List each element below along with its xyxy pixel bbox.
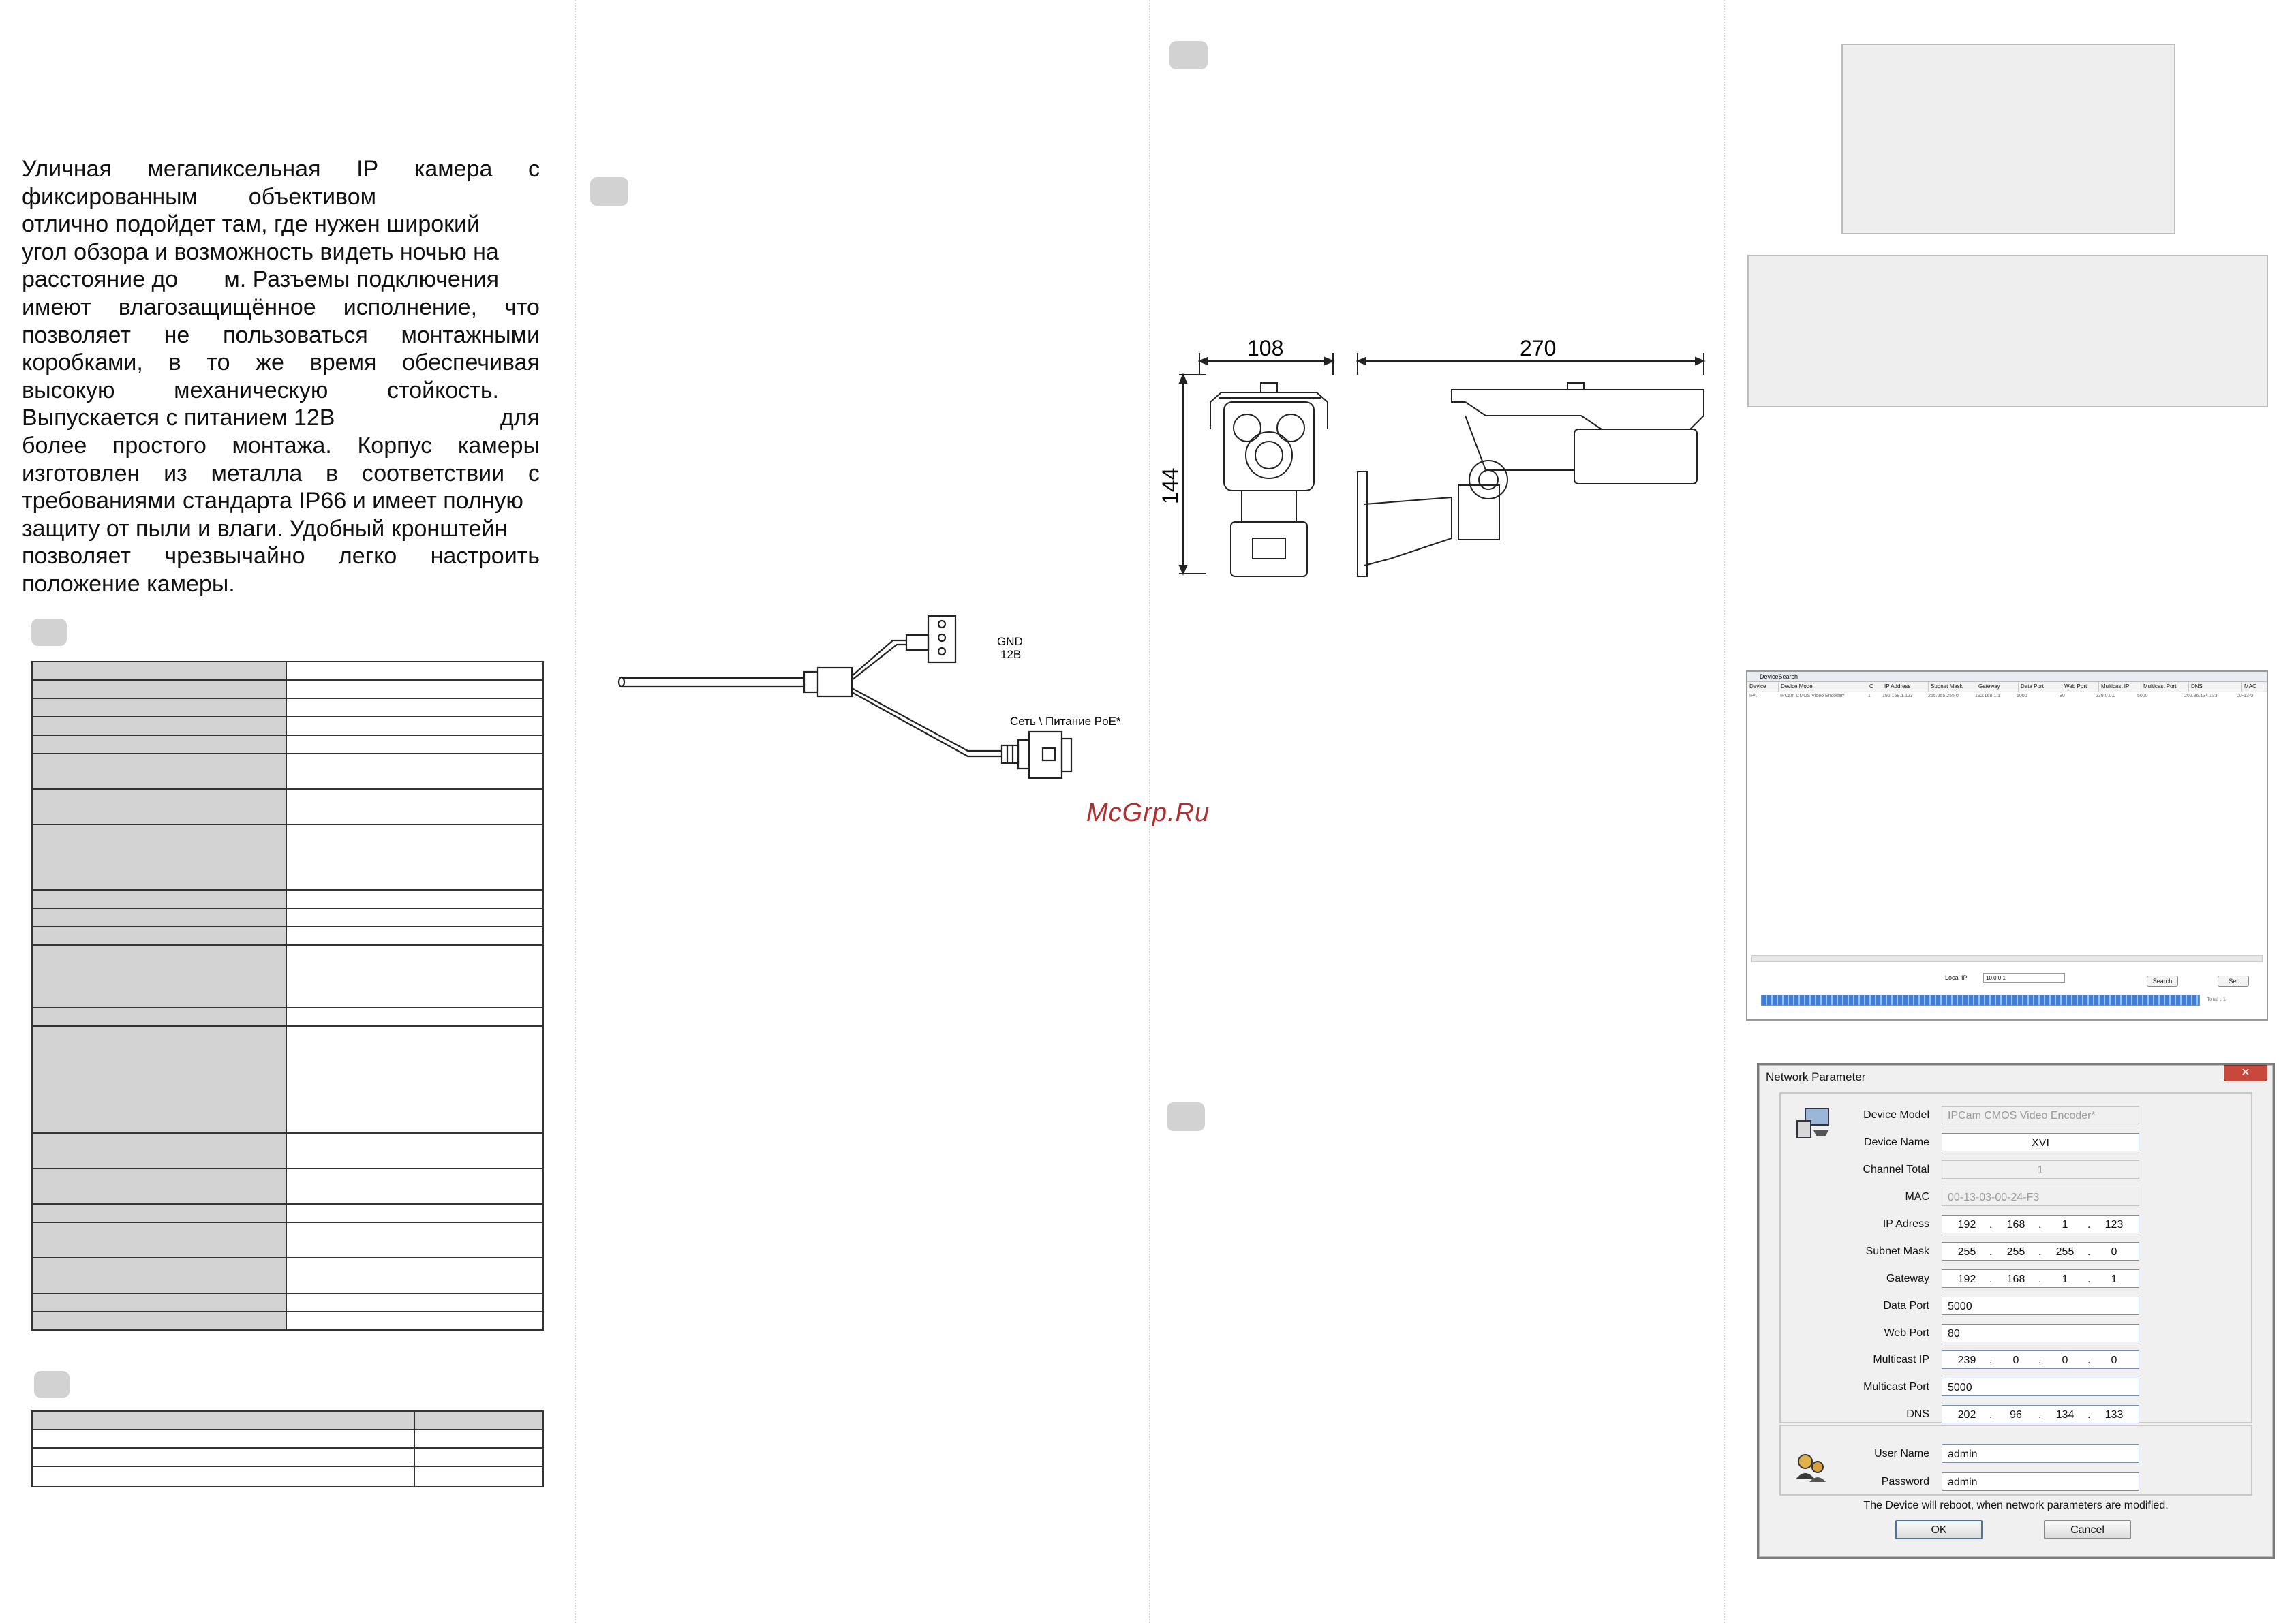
intro-line: [22, 377, 499, 405]
device-name-field[interactable]: XVI: [1942, 1133, 2139, 1151]
table-cell: 202.96.134.133: [2184, 694, 2218, 698]
intro-line: [22, 515, 540, 543]
device-table-row[interactable]: [1747, 692, 2267, 700]
subnet-octet[interactable]: . 255: [1991, 1243, 2040, 1260]
intro-word: монтажными: [401, 322, 540, 348]
intro-word: механическую: [174, 377, 328, 403]
column-header[interactable]: Data Port: [2019, 682, 2062, 692]
dns-octet[interactable]: . 96: [1991, 1406, 2040, 1423]
intro-word: соответствии: [361, 460, 505, 486]
mac-label: MAC: [1905, 1191, 1929, 1203]
multicast-octet[interactable]: . 0: [2040, 1351, 2090, 1368]
fold-line: [1724, 0, 1725, 1623]
set-button[interactable]: Set: [2218, 976, 2249, 987]
column-header[interactable]: Gateway: [1976, 682, 2019, 692]
intro-word: в: [168, 350, 181, 376]
horizontal-scrollbar[interactable]: [1751, 955, 2263, 962]
cancel-button[interactable]: Cancel: [2044, 1520, 2131, 1539]
table-cell: IPCam CMOS Video Encoder*: [1780, 694, 1845, 698]
search-button[interactable]: Search: [2147, 976, 2178, 987]
multicast-octet[interactable]: 239: [1957, 1355, 1976, 1366]
intro-word: с: [527, 460, 540, 486]
intro-line: [22, 570, 540, 598]
gateway-octet[interactable]: . 1: [2090, 1270, 2139, 1287]
subnet-octet[interactable]: . 0: [2090, 1243, 2139, 1260]
table-cell: 5000: [2017, 694, 2027, 698]
ip-address-label: IP Adress: [1882, 1218, 1929, 1230]
web-port-field[interactable]: 80: [1942, 1324, 2139, 1342]
ip-octet[interactable]: . 123: [2090, 1216, 2139, 1233]
password-field[interactable]: admin: [1942, 1472, 2139, 1491]
intro-line: [22, 211, 540, 238]
device-table-header: [1747, 682, 2267, 692]
subnet-mask-field[interactable]: [1942, 1242, 2139, 1261]
dialog-title: Network Parameter: [1766, 1070, 1866, 1083]
column-header[interactable]: Subnet Mask: [1929, 682, 1976, 692]
intro-word: настроить: [430, 543, 540, 570]
column-header[interactable]: IP Address: [1882, 682, 1929, 692]
multicast-port-label: Multicast Port: [1863, 1381, 1929, 1393]
intro-word: исполнение,: [343, 294, 478, 320]
dns-octet[interactable]: . 134: [2040, 1406, 2090, 1423]
intro-line: [22, 266, 499, 294]
table-cell: 239.0.0.0: [2096, 694, 2116, 698]
intro-word: мегапиксельная: [147, 156, 321, 182]
table-cell: 00-13-0: [2237, 694, 2254, 698]
intro-line: [22, 155, 540, 183]
password-label: Password: [1881, 1476, 1929, 1487]
intro-line: [22, 349, 540, 377]
intro-paragraph: [22, 155, 540, 598]
camera-dimension-drawing: [1158, 334, 1711, 586]
intro-word: высокую: [22, 377, 115, 403]
subnet-mask-label: Subnet Mask: [1865, 1246, 1929, 1257]
height-dimension: 144: [1158, 467, 1182, 504]
local-ip-select[interactable]: 10.0.0.1: [1983, 973, 2065, 983]
intro-word: м. Разъемы подключения: [224, 266, 499, 293]
intro-line: [22, 487, 540, 515]
ip-octet[interactable]: . 1: [2040, 1216, 2090, 1233]
intro-word: положение камеры.: [22, 570, 235, 597]
image-placeholder: [1841, 44, 2175, 234]
column-header[interactable]: MAC: [2242, 682, 2265, 692]
intro-line: [22, 542, 540, 570]
intro-word: Выпускается с питанием 12В: [22, 405, 335, 431]
channel-total-label: Channel Total: [1863, 1164, 1929, 1175]
intro-word: камера: [414, 156, 493, 182]
column-header[interactable]: Multicast IP: [2099, 682, 2141, 692]
table-cell: 192.168.1.1: [1975, 694, 2000, 698]
intro-word: расстояние до: [22, 266, 179, 293]
package-table: [31, 1410, 544, 1487]
intro-word: стойкость.: [387, 377, 499, 403]
table-cell: 5000: [2137, 694, 2148, 698]
user-name-field[interactable]: admin: [1942, 1444, 2139, 1463]
intro-word: из: [164, 460, 187, 486]
table-cell: 1: [1868, 694, 1871, 698]
dns-field[interactable]: [1942, 1405, 2139, 1423]
column-header[interactable]: Web Port: [2062, 682, 2099, 692]
intro-word: позволяет: [22, 543, 131, 570]
multicast-octet[interactable]: . 0: [1991, 1351, 2040, 1368]
intro-word: время: [309, 350, 377, 376]
ip-octet[interactable]: 192: [1957, 1219, 1976, 1231]
ok-button[interactable]: OK: [1895, 1520, 1983, 1539]
spec-table: [31, 661, 544, 1331]
intro-word: чрезвычайно: [164, 543, 305, 570]
network-poe-label: Сеть \ Питание PoE*: [1010, 715, 1121, 728]
table-cell: 255.255.255.0: [1928, 694, 1959, 698]
local-ip-label: Local IP: [1945, 974, 1968, 981]
column-header[interactable]: Device: [1747, 682, 1779, 692]
section-tag: [590, 177, 628, 206]
intro-line: [22, 238, 540, 266]
dns-label: DNS: [1906, 1408, 1929, 1420]
reboot-note: The Device will reboot, when network parameters are modified.: [1863, 1500, 2169, 1511]
gateway-octet[interactable]: 192: [1957, 1273, 1976, 1285]
image-placeholder: [1747, 255, 2268, 407]
device-model-label: Device Model: [1863, 1109, 1929, 1121]
device-search-window: [1746, 670, 2268, 1021]
search-progress-bar: [1761, 995, 2200, 1006]
intro-word: металла: [211, 460, 303, 486]
mac-field: 00-13-03-00-24-F3: [1942, 1188, 2139, 1206]
multicast-port-field[interactable]: 5000: [1942, 1378, 2139, 1396]
column-header[interactable]: C: [1867, 682, 1882, 692]
ip-octet[interactable]: . 168: [1991, 1216, 2040, 1233]
user-name-label: User Name: [1874, 1448, 1929, 1459]
channel-total-field: 1: [1942, 1160, 2139, 1179]
intro-word: защиту от пыли и влаги. Удобный кронштейн: [22, 515, 508, 542]
cable-diagram: [607, 600, 1145, 804]
intro-word: фиксированным: [22, 183, 198, 210]
intro-line: [22, 432, 540, 460]
intro-word: простого: [112, 432, 206, 459]
device-name-label: Device Name: [1863, 1137, 1929, 1148]
intro-word: то: [206, 350, 230, 376]
data-port-field[interactable]: 5000: [1942, 1297, 2139, 1315]
section-tag: [1169, 41, 1208, 69]
intro-word: имеют: [22, 294, 91, 320]
intro-line: [22, 322, 540, 350]
12v-label: 12В: [1000, 648, 1022, 661]
intro-word: изготовлен: [22, 460, 140, 486]
intro-word: обеспечивая: [402, 350, 540, 376]
intro-word: коробками,: [22, 350, 143, 376]
web-port-label: Web Port: [1884, 1327, 1929, 1339]
window-title: DeviceSearch: [1747, 672, 2267, 682]
intro-line: [22, 294, 540, 322]
subnet-octet[interactable]: 255: [1957, 1246, 1976, 1258]
intro-word: влагозащищённое: [118, 294, 316, 320]
intro-word: пользоваться: [223, 322, 368, 348]
section-tag: [1167, 1102, 1205, 1131]
intro-word: с: [527, 156, 540, 182]
intro-line: [22, 183, 376, 211]
column-header[interactable]: Device Model: [1779, 682, 1867, 692]
section-tag: [31, 619, 67, 646]
gateway-field[interactable]: [1942, 1269, 2139, 1288]
intro-word: Уличная: [22, 156, 112, 182]
intro-word: объективом: [248, 183, 376, 210]
intro-line: [22, 404, 540, 432]
intro-word: что: [504, 294, 540, 320]
fold-line: [575, 0, 576, 1623]
intro-word: угол обзора и возможность видеть ночью на: [22, 238, 499, 265]
gateway-label: Gateway: [1886, 1273, 1929, 1284]
network-parameter-dialog: [1757, 1063, 2275, 1559]
column-header[interactable]: DNS: [2189, 682, 2242, 692]
intro-word: камеры: [457, 432, 540, 459]
table-cell: 80: [2060, 694, 2065, 698]
intro-word: IP: [356, 156, 379, 182]
close-button[interactable]: ✕: [2224, 1065, 2267, 1081]
dns-octet[interactable]: . 133: [2090, 1406, 2139, 1423]
multicast-ip-label: Multicast IP: [1873, 1354, 1929, 1365]
intro-word: в: [326, 460, 339, 486]
intro-word: легко: [338, 543, 397, 570]
width-dimension: 108: [1247, 336, 1284, 360]
intro-line: [22, 460, 540, 488]
section-tag: [34, 1371, 70, 1398]
intro-word: для: [500, 405, 540, 431]
length-dimension: 270: [1520, 336, 1557, 360]
ip-address-field[interactable]: [1942, 1215, 2139, 1233]
watermark: McGrp.Ru: [1086, 799, 1210, 827]
intro-word: же: [256, 350, 284, 376]
table-cell: IPA: [1749, 694, 1757, 698]
intro-word: позволяет: [22, 322, 131, 348]
intro-word: отлично подойдет там, где нужен широкий: [22, 211, 480, 238]
subnet-octet[interactable]: . 255: [2040, 1243, 2090, 1260]
dns-octet[interactable]: 202: [1957, 1409, 1976, 1421]
device-model-field: IPCam CMOS Video Encoder*: [1942, 1106, 2139, 1124]
intro-word: не: [164, 322, 190, 348]
intro-word: более: [22, 432, 87, 459]
multicast-octet[interactable]: . 0: [2090, 1351, 2139, 1368]
gateway-octet[interactable]: . 168: [1991, 1270, 2040, 1287]
gateway-octet[interactable]: . 1: [2040, 1270, 2090, 1287]
intro-word: требованиями стандарта IP66 и имеет полную: [22, 488, 523, 514]
data-port-label: Data Port: [1883, 1300, 1929, 1312]
intro-word: монтажа.: [232, 432, 332, 459]
column-header[interactable]: Multicast Port: [2141, 682, 2189, 692]
intro-word: Корпус: [357, 432, 433, 459]
table-cell: 192.168.1.123: [1882, 694, 1913, 698]
gnd-label: GND: [997, 635, 1023, 648]
total-count: Total : 1: [2207, 996, 2226, 1002]
multicast-ip-field[interactable]: [1942, 1350, 2139, 1369]
